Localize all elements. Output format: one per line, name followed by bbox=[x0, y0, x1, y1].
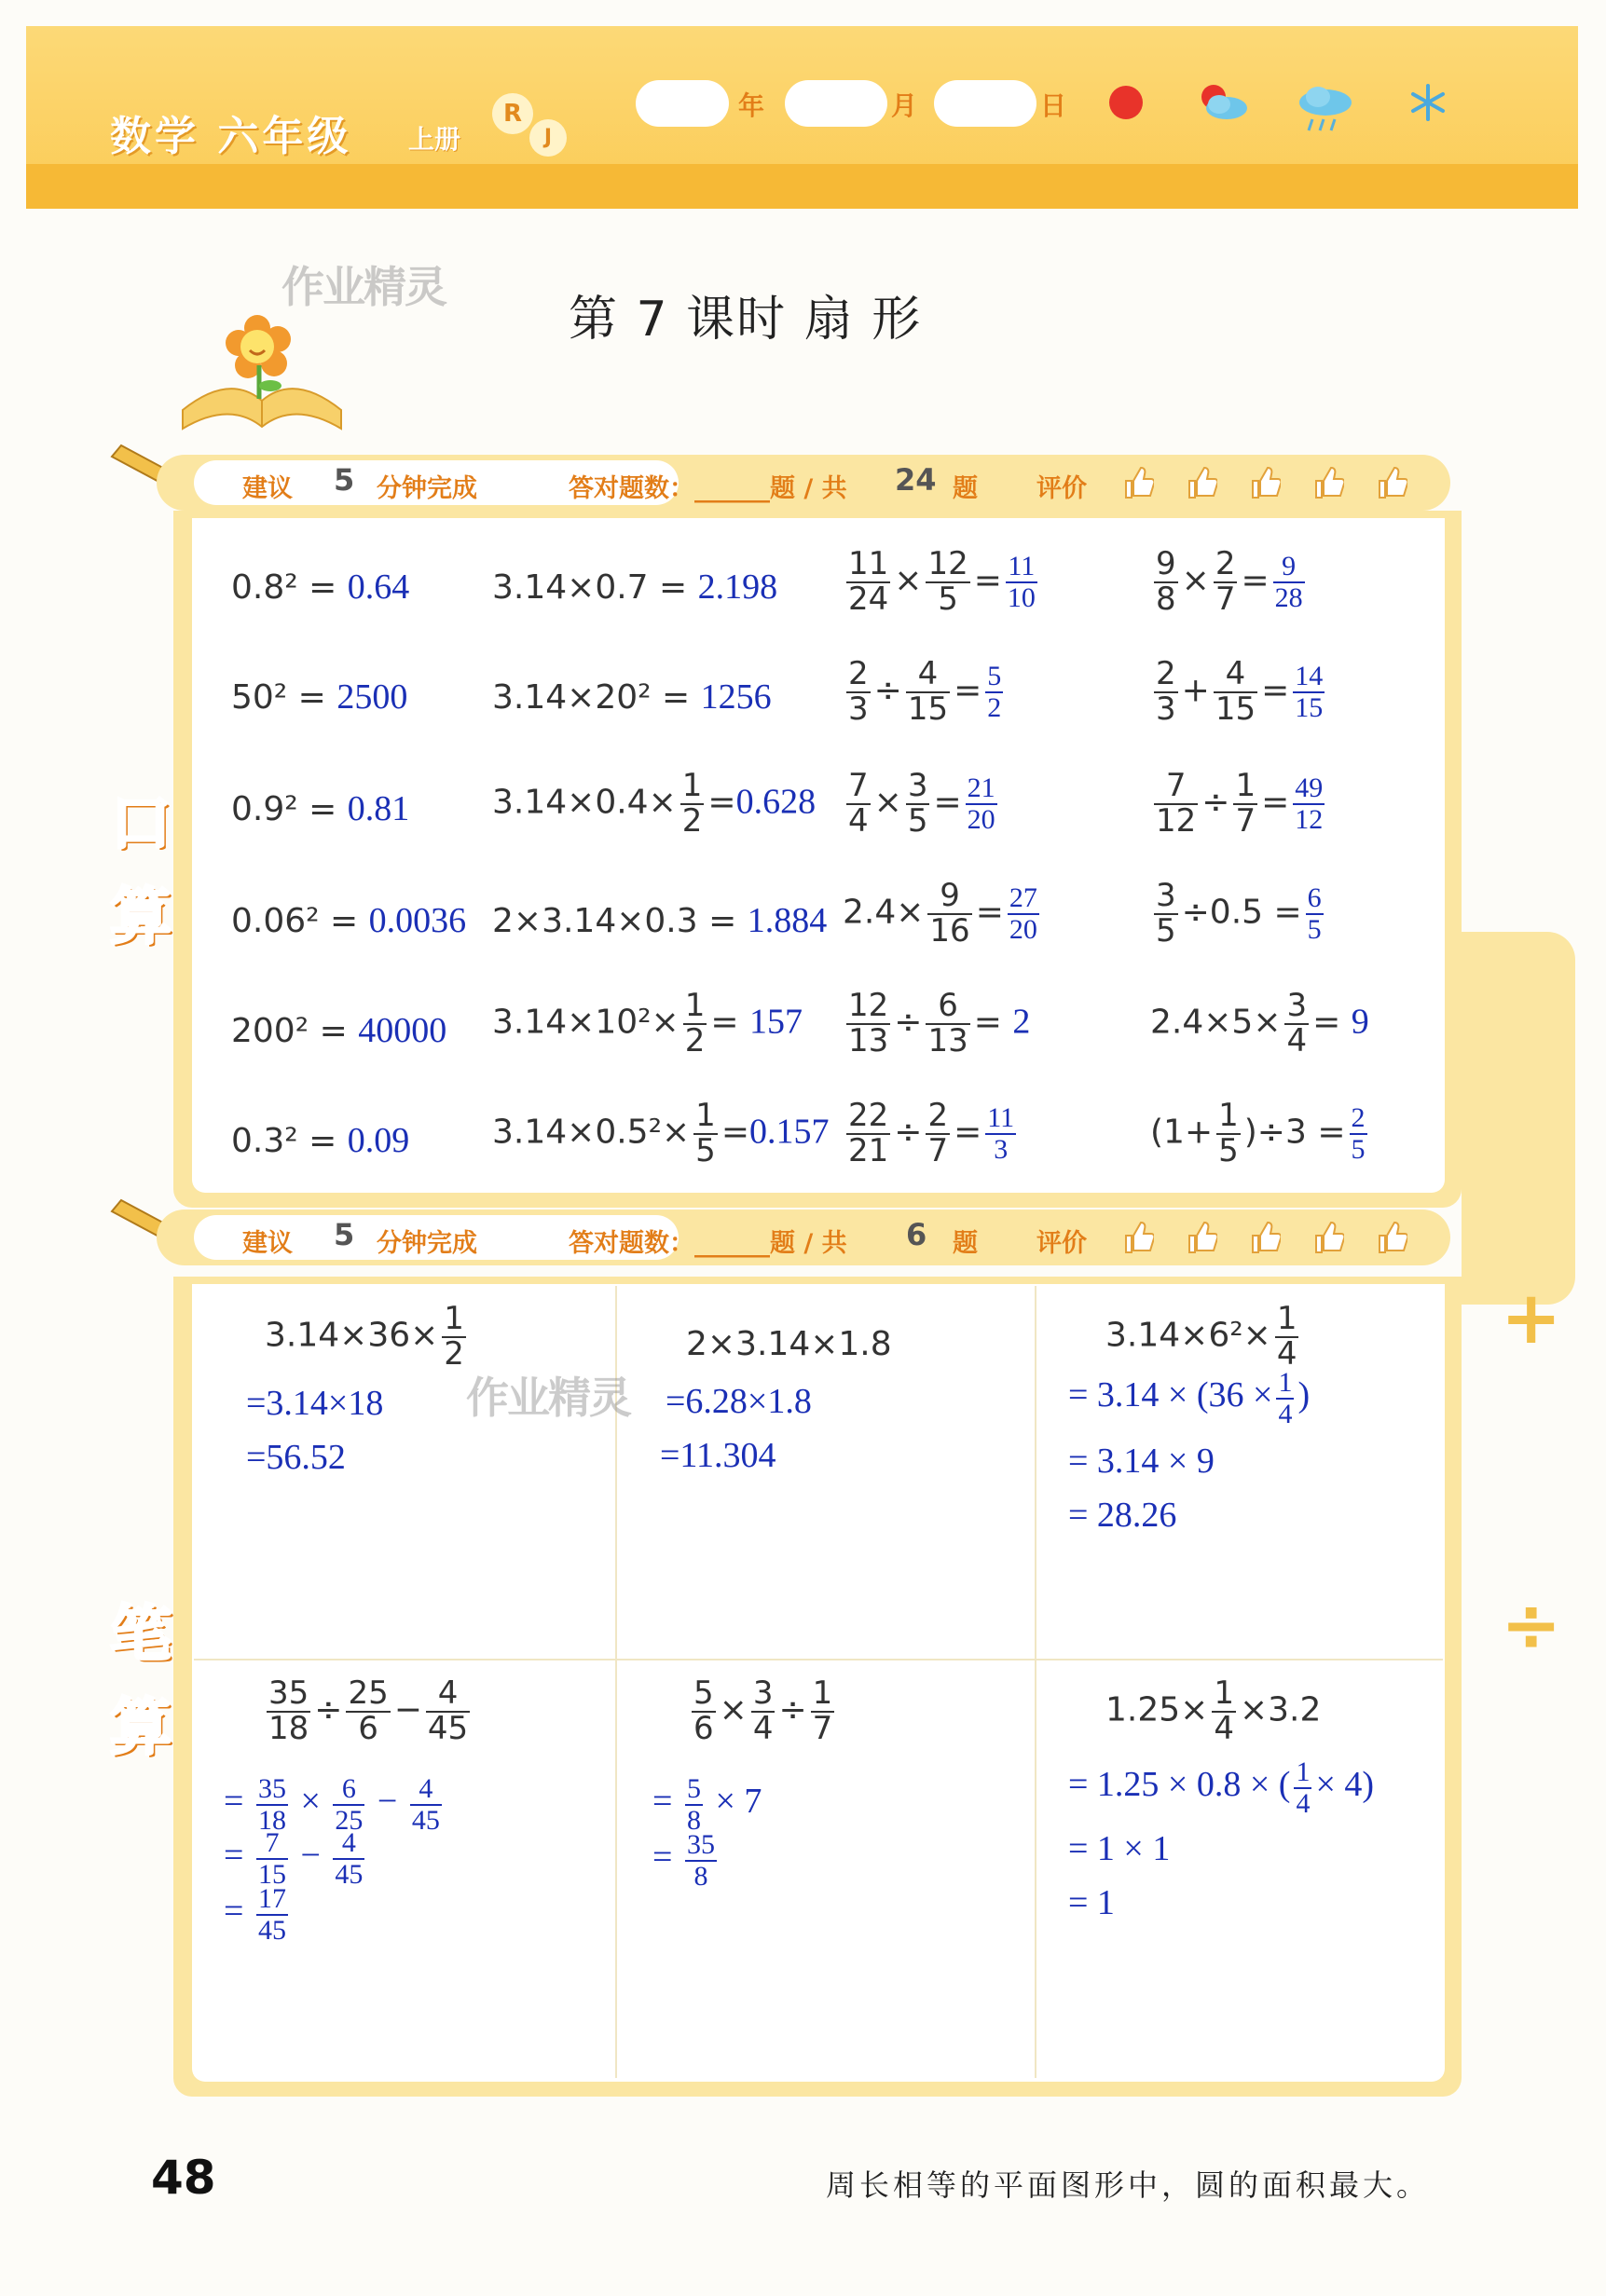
edition-badge-j: J bbox=[529, 119, 567, 157]
thumb-up-icon[interactable] bbox=[1249, 1221, 1281, 1254]
rating-label: 评价 bbox=[1036, 1229, 1087, 1258]
suggest-minutes: 5 bbox=[334, 1217, 355, 1252]
lesson-title: 第 7 课时 扇 形 bbox=[569, 292, 923, 348]
mental-q-1-2: 50² = 2500 bbox=[231, 677, 408, 717]
side-label-bi: 笔 bbox=[110, 1598, 172, 1670]
written-p6-step1: = 1.25 × 0.8 × ( $\frac{1}{4}$ × 4) bbox=[1068, 1756, 1375, 1819]
thumb-up-icon[interactable] bbox=[1186, 1221, 1217, 1254]
total-count: 6 bbox=[906, 1217, 927, 1252]
total-unit: 题 bbox=[953, 474, 978, 503]
written-p3-step1: = 3.14 × (36 × $\frac{1}{4}$ ) bbox=[1068, 1367, 1311, 1429]
written-p4-step1: = $\frac{35}{18}$ × $\frac{6}{25}$ − $\frac{4}{45}$ bbox=[224, 1773, 440, 1836]
mental-q-3-6: $\frac{22}{21}$ ÷ $\frac{2}{7}$ = $\frac{11}{3}$ bbox=[848, 1097, 1015, 1169]
mental-q-1-1: 0.8² = 0.64 bbox=[231, 567, 410, 607]
year-label: 年 bbox=[738, 90, 765, 121]
section1-banner bbox=[157, 455, 1450, 511]
plus-deco-icon: + bbox=[1501, 1277, 1562, 1360]
mental-q-1-4: 0.06² = 0.0036 bbox=[231, 901, 467, 940]
thumb-up-icon[interactable] bbox=[1186, 466, 1217, 499]
finish-label: 分钟完成 bbox=[377, 1229, 477, 1258]
mental-q-4-1: $\frac{9}{8}$ × $\frac{2}{7}$ = $\frac{9}{28}$ bbox=[1156, 545, 1303, 618]
total-count: 24 bbox=[895, 462, 937, 498]
finish-label: 分钟完成 bbox=[377, 474, 477, 503]
cloudy-icon[interactable] bbox=[1193, 82, 1249, 123]
day-label: 日 bbox=[1040, 90, 1067, 121]
month-field[interactable] bbox=[785, 80, 887, 127]
mental-q-4-2: $\frac{2}{3}$ + $\frac{4}{15}$ = $\frac{14}{15}$ bbox=[1156, 655, 1324, 728]
section2-banner bbox=[157, 1210, 1450, 1265]
rating-label: 评价 bbox=[1036, 474, 1087, 503]
written-p6-step2: = 1 × 1 bbox=[1068, 1829, 1171, 1868]
suggest-label: 建议 bbox=[242, 1229, 293, 1258]
written-p6-question: 1.25× $\frac{1}{4}$ ×3.2 bbox=[1105, 1674, 1322, 1747]
side-label-suan: 算 bbox=[110, 881, 172, 952]
mental-q-3-2: $\frac{2}{3}$ ÷ $\frac{4}{15}$ = $\frac{5}{2}$ bbox=[848, 655, 1002, 728]
watermark-top: 作业精灵 bbox=[281, 262, 446, 312]
mental-panel bbox=[192, 518, 1445, 1193]
mental-q-1-3: 0.9² = 0.81 bbox=[231, 789, 410, 828]
thumb-up-icon[interactable] bbox=[1249, 466, 1281, 499]
thumb-up-icon[interactable] bbox=[1122, 466, 1154, 499]
mental-q-3-4: 2.4× $\frac{9}{16}$ = $\frac{27}{20}$ bbox=[843, 877, 1037, 950]
written-p5-question: $\frac{5}{6}$ × $\frac{3}{4}$ ÷ $\frac{1}{7}$ bbox=[693, 1674, 833, 1747]
correct-count-label: 答对题数：______题 / 共 bbox=[569, 1229, 847, 1258]
page-number: 48 bbox=[151, 2151, 216, 2205]
mental-q-4-4: $\frac{3}{5}$ ÷0.5 = $\frac{6}{5}$ bbox=[1156, 877, 1322, 950]
thumb-up-icon[interactable] bbox=[1122, 1221, 1154, 1254]
snow-icon[interactable] bbox=[1407, 82, 1448, 123]
grid-divider bbox=[194, 1659, 1443, 1660]
written-p2-step2: =11.304 bbox=[660, 1436, 776, 1475]
mental-q-2-4: 2×3.14×0.3 = 1.884 bbox=[492, 901, 828, 940]
grid-divider bbox=[1035, 1286, 1036, 2078]
watermark-mid: 作业精灵 bbox=[466, 1373, 630, 1423]
written-p6-step3: = 1 bbox=[1068, 1883, 1115, 1922]
written-p1-step1: =3.14×18 bbox=[246, 1384, 384, 1423]
written-p3-step3: = 28.26 bbox=[1068, 1496, 1177, 1535]
written-p1-question: 3.14×36× $\frac{1}{2}$ bbox=[265, 1300, 464, 1373]
side-label-kou: 口 bbox=[110, 787, 172, 859]
divide-deco-icon: ÷ bbox=[1501, 1584, 1562, 1668]
mental-q-4-6: (1+ $\frac{1}{5}$ )÷3 = $\frac{2}{5}$ bbox=[1150, 1097, 1366, 1169]
mental-q-2-3: 3.14×0.4× $\frac{1}{2}$ =0.628 bbox=[492, 767, 817, 840]
day-field[interactable] bbox=[934, 80, 1036, 127]
flower-book-icon bbox=[173, 308, 350, 438]
mental-q-1-5: 200² = 40000 bbox=[231, 1011, 447, 1050]
mental-q-3-5: $\frac{12}{13}$ ÷ $\frac{6}{13}$ = 2 bbox=[848, 987, 1031, 1059]
correct-count-label: 答对题数：______题 / 共 bbox=[569, 474, 847, 503]
mental-q-2-6: 3.14×0.5²× $\frac{1}{5}$ =0.157 bbox=[492, 1097, 830, 1169]
written-p4-step3: = $\frac{17}{45}$ bbox=[224, 1883, 286, 1946]
side-tab bbox=[1462, 932, 1575, 1305]
rain-icon[interactable] bbox=[1296, 82, 1355, 138]
mental-q-3-3: $\frac{7}{4}$ × $\frac{3}{5}$ = $\frac{21}{20}$ bbox=[848, 767, 995, 840]
suggest-label: 建议 bbox=[242, 474, 293, 503]
suggest-minutes: 5 bbox=[334, 462, 355, 498]
written-p2-step1: =6.28×1.8 bbox=[666, 1382, 812, 1421]
written-p2-question: 2×3.14×1.8 bbox=[686, 1325, 892, 1363]
sun-icon[interactable] bbox=[1105, 82, 1146, 123]
written-p4-step2: = $\frac{7}{15}$ − $\frac{4}{45}$ bbox=[224, 1827, 364, 1890]
mental-q-4-3: $\frac{7}{12}$ ÷ $\frac{1}{7}$ = $\frac{49}{12}$ bbox=[1156, 767, 1324, 840]
written-p5-step1: = $\frac{5}{8}$ × 7 bbox=[652, 1773, 762, 1836]
footer-tip: 周长相等的平面图形中，圆的面积最大。 bbox=[826, 2167, 1431, 2203]
total-unit: 题 bbox=[953, 1229, 978, 1258]
written-p1-step2: =56.52 bbox=[246, 1438, 346, 1477]
mental-q-2-2: 3.14×20² = 1256 bbox=[492, 677, 772, 717]
side-label-suan2: 算 bbox=[110, 1691, 172, 1763]
book-title: 数学 六年级 bbox=[110, 113, 352, 160]
mental-q-2-5: 3.14×10²× $\frac{1}{2}$ = 157 bbox=[492, 987, 803, 1059]
written-p3-question: 3.14×6²× $\frac{1}{4}$ bbox=[1105, 1300, 1297, 1373]
mental-q-4-5: 2.4×5× $\frac{3}{4}$ = 9 bbox=[1150, 987, 1369, 1059]
written-p5-step2: = $\frac{35}{8}$ bbox=[652, 1829, 715, 1892]
mental-q-1-6: 0.3² = 0.09 bbox=[231, 1121, 410, 1160]
thumb-up-icon[interactable] bbox=[1312, 466, 1344, 499]
thumb-up-icon[interactable] bbox=[1376, 466, 1407, 499]
edition-badge-r: R bbox=[492, 93, 533, 134]
thumb-up-icon[interactable] bbox=[1376, 1221, 1407, 1254]
mental-q-2-1: 3.14×0.7 = 2.198 bbox=[492, 567, 778, 607]
year-field[interactable] bbox=[636, 80, 729, 127]
mental-q-3-1: $\frac{11}{24}$ × $\frac{12}{5}$ = $\frac{11}{10}$ bbox=[848, 545, 1036, 618]
written-p4-question: $\frac{35}{18}$ ÷ $\frac{25}{6}$ − $\frac{4}{45}$ bbox=[268, 1674, 469, 1747]
thumb-up-icon[interactable] bbox=[1312, 1221, 1344, 1254]
written-p3-step2: = 3.14 × 9 bbox=[1068, 1442, 1215, 1481]
month-label: 月 bbox=[891, 90, 918, 121]
book-volume: 上册 bbox=[408, 124, 461, 155]
